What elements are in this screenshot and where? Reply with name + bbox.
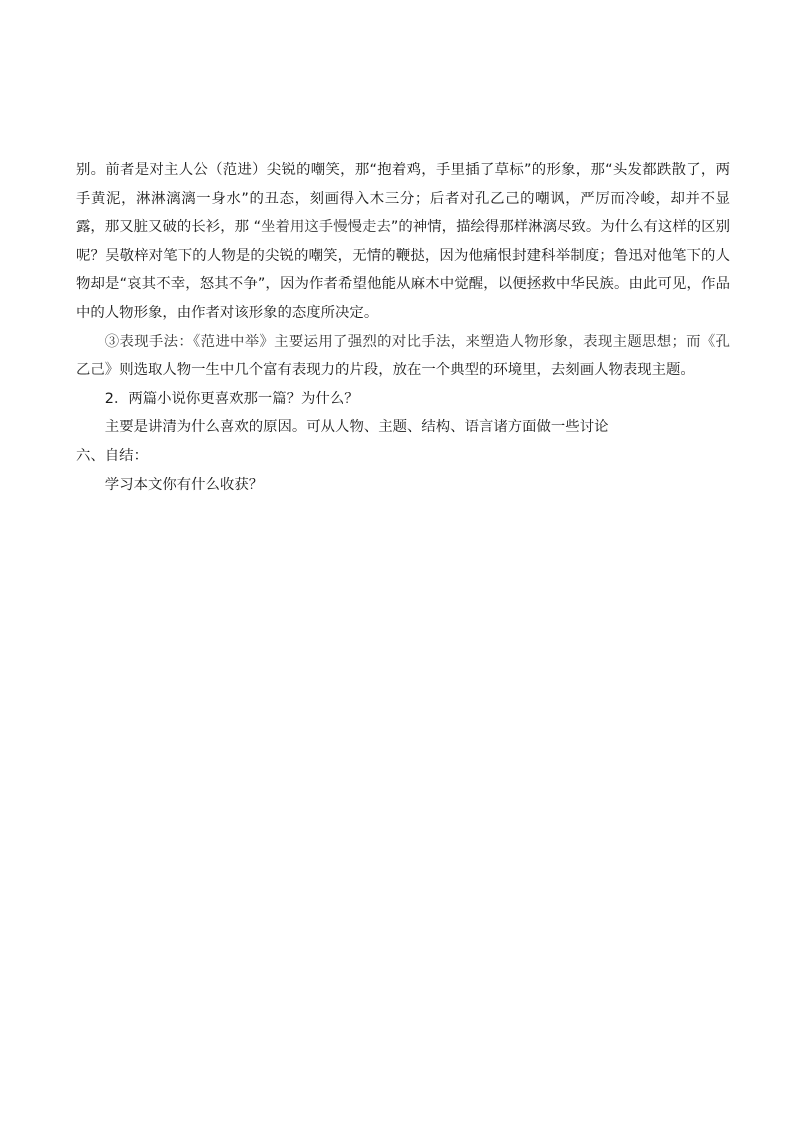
quoted-phrase: 坐着用这手慢慢走去 xyxy=(261,219,391,236)
technique-text: 则选取人物一生中几个富有表现力的片段，放在一个典型的环境里，去刻画人物表现主题。 xyxy=(119,362,695,379)
paragraph-expression-technique xyxy=(76,328,730,385)
technique-text-serif: 《范进中举》主要运用了强烈的对比手法，来塑造人物形象，表现主题思想；而《孔乙己》 xyxy=(76,333,730,379)
paragraph-comparison-attitude xyxy=(76,156,730,328)
paragraph-text: 别。前者是对主人公（范进）尖锐的嘲笑，那“抱着鸡，手里插了草标”的形象，那“头发都跌散了，两手黄泥，淋淋漓漓一身水”的丑态，刻画得入木三分；后者对孔乙己的嘲讽，严厉而冷峻，却并不显露，那又脏又破的长衫，那 “ xyxy=(76,162,730,236)
paragraph-text-continued: ”的神情，描绘得那样淋漓尽致。为什么有这样的区别呢？吴敬梓对笔下的人物是的尖锐的嘲笑，无情的鞭挞，因为他痛恨封建科举制度；鲁迅对他笔下的人物却是“哀其不幸，怒其不争”，因为作者希望他能从麻木中觉醒，以便拯救中华民族。由此可见，作品中的人物形象，由作者对该形象的态度所决定。 xyxy=(76,219,730,321)
section-heading-summary: 六、自结： xyxy=(76,447,148,464)
document-page xyxy=(76,156,730,499)
answer-2: 主要是讲清为什么喜欢的原因。可从人物、主题、结构、语言诸方面做一些讨论 xyxy=(104,419,609,436)
question-2: 2．两篇小说你更喜欢那一篇？为什么？ xyxy=(104,390,359,407)
summary-question: 学习本文你有什么收获？ xyxy=(104,476,264,493)
technique-label: ③表现手法： xyxy=(104,333,194,350)
